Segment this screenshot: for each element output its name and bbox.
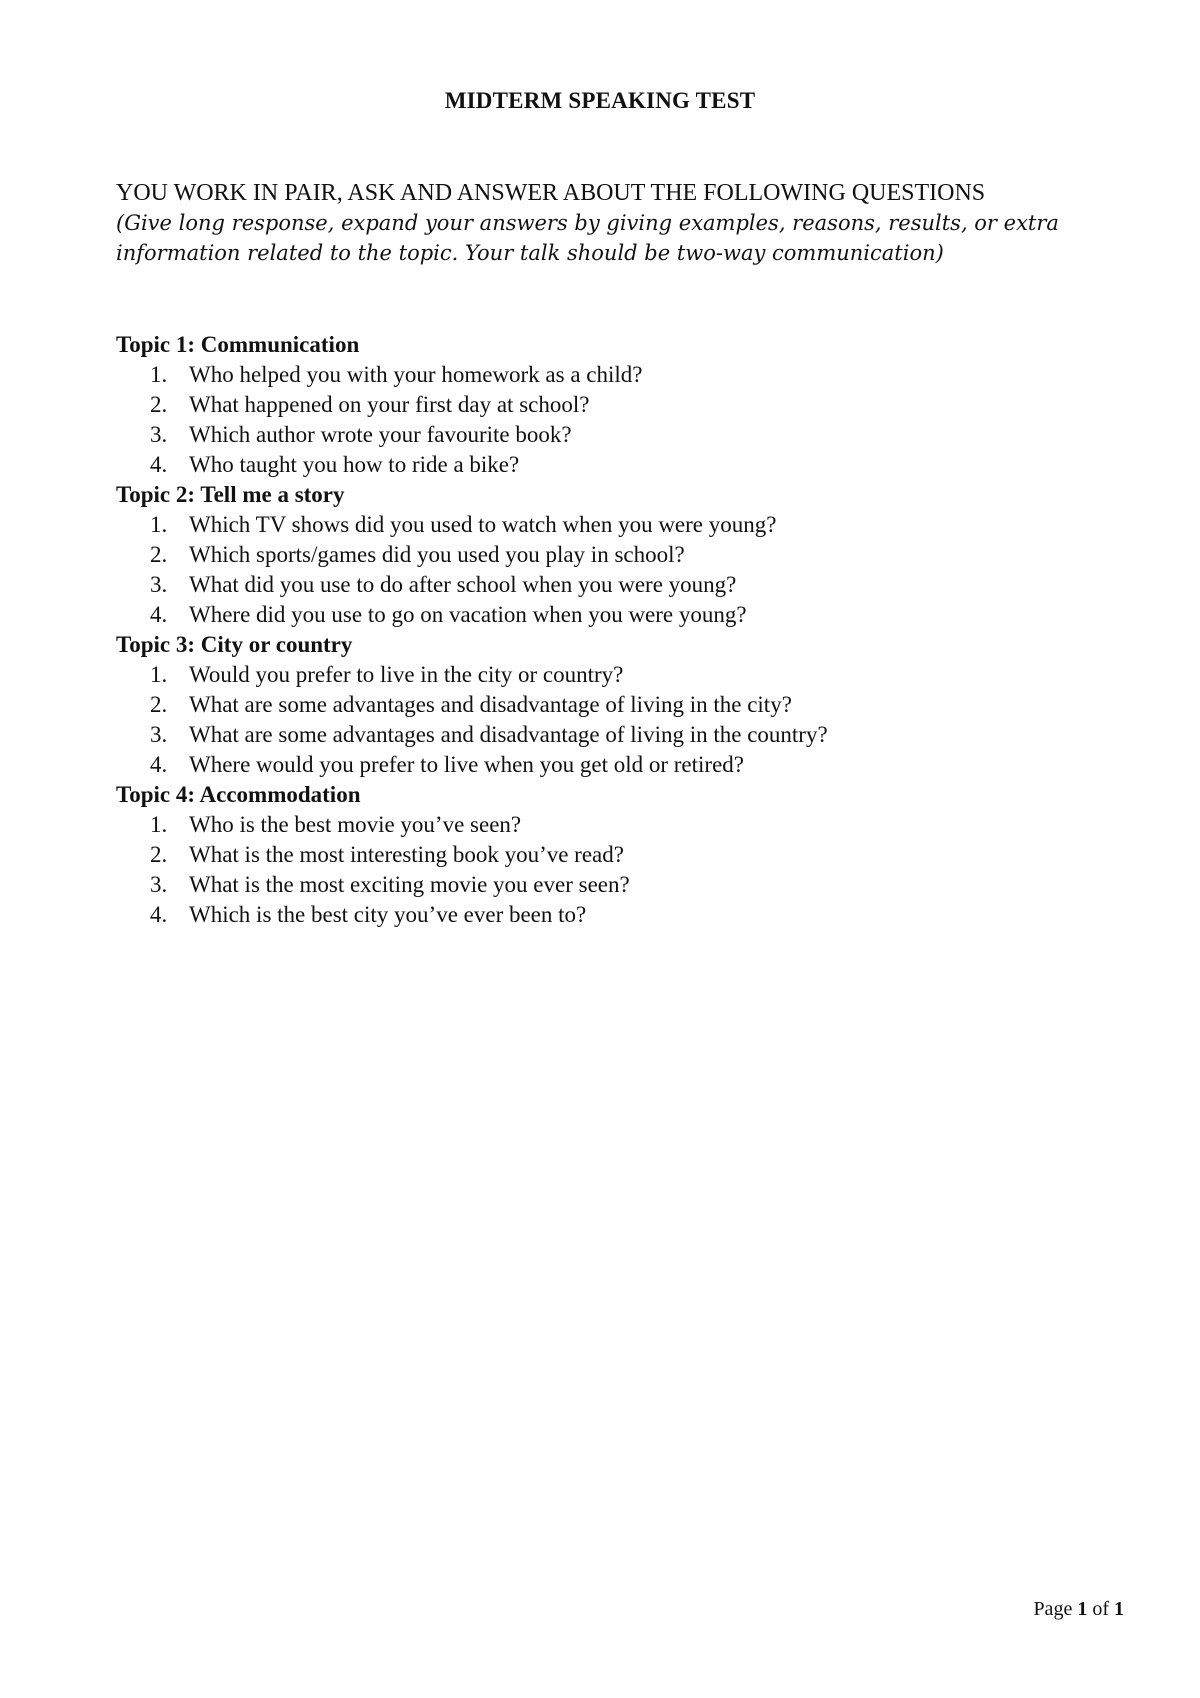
question-item: [116, 540, 1116, 570]
instruction-text: YOU WORK IN PAIR, ASK AND ANSWER ABOUT THE FOLLOWING QUESTIONS: [116, 180, 986, 206]
question-text: Which is the best city you’ve ever been to?: [189, 902, 587, 927]
question-item: [116, 810, 1116, 840]
topic-heading: Topic 1: Communication: [116, 332, 360, 357]
topic-4: [116, 780, 1116, 930]
question-text: What did you use to do after school when you were young?: [189, 572, 737, 597]
topic-heading: Topic 2: Tell me a story: [116, 482, 345, 507]
question-text: What are some advantages and disadvantage of living in the city?: [189, 692, 792, 717]
question-number: 1.: [150, 512, 168, 537]
question-item: [116, 870, 1116, 900]
question-list: [116, 510, 1116, 630]
question-text: Which author wrote your favourite book?: [189, 422, 572, 447]
question-text: Who taught you how to ride a bike?: [189, 452, 520, 477]
question-item: [116, 570, 1116, 600]
question-text: What happened on your first day at school?: [189, 392, 590, 417]
instruction-note-line-2: information related to the topic. Your talk should be two-way communication): [116, 241, 944, 265]
question-text: What is the most exciting movie you ever seen?: [189, 872, 630, 897]
question-number: 2.: [150, 842, 168, 867]
question-item: [116, 420, 1116, 450]
topic-1: [116, 330, 1116, 480]
question-text: Where did you use to go on vacation when you were young?: [189, 602, 747, 627]
question-list: [116, 660, 1116, 780]
question-number: 1.: [150, 662, 168, 687]
of-label: of: [1092, 1598, 1109, 1620]
question-number: 3.: [150, 422, 168, 447]
question-list: [116, 360, 1116, 480]
question-text: Would you prefer to live in the city or country?: [189, 662, 624, 687]
question-number: 2.: [150, 542, 168, 567]
question-number: 1.: [150, 362, 168, 387]
page-title: MIDTERM SPEAKING TEST: [444, 88, 756, 113]
topics-section: [116, 330, 1116, 930]
topic-heading: Topic 3: City or country: [116, 632, 353, 657]
topic-3: [116, 630, 1116, 780]
question-number: 1.: [150, 812, 168, 837]
question-text: What are some advantages and disadvantage of living in the country?: [189, 722, 828, 747]
question-text: Which sports/games did you used you play in school?: [189, 542, 685, 567]
question-text: Who helped you with your homework as a child?: [189, 362, 643, 387]
question-text: Who is the best movie you’ve seen?: [189, 812, 522, 837]
question-number: 2.: [150, 392, 168, 417]
question-item: [116, 660, 1116, 690]
question-item: [116, 720, 1116, 750]
question-number: 2.: [150, 692, 168, 717]
page-label: Page: [1033, 1598, 1073, 1620]
question-item: [116, 450, 1116, 480]
question-text: What is the most interesting book you’ve read?: [189, 842, 624, 867]
question-item: [116, 390, 1116, 420]
question-item: [116, 750, 1116, 780]
question-item: [116, 840, 1116, 870]
question-item: [116, 600, 1116, 630]
current-page-number: 1: [1077, 1598, 1088, 1620]
topic-heading: Topic 4: Accommodation: [116, 782, 361, 807]
question-item: [116, 900, 1116, 930]
question-number: 3.: [150, 722, 168, 747]
question-item: [116, 690, 1116, 720]
question-number: 4.: [150, 602, 168, 627]
topic-2: [116, 480, 1116, 630]
question-number: 4.: [150, 452, 168, 477]
question-item: [116, 360, 1116, 390]
question-number: 3.: [150, 572, 168, 597]
question-list: [116, 810, 1116, 930]
total-pages-number: 1: [1114, 1598, 1124, 1620]
question-number: 4.: [150, 752, 168, 777]
question-number: 4.: [150, 902, 168, 927]
question-text: Which TV shows did you used to watch when you were young?: [189, 512, 777, 537]
question-item: [116, 510, 1116, 540]
instructions-block: [116, 178, 1076, 268]
question-number: 3.: [150, 872, 168, 897]
instruction-note-line-1: (Give long response, expand your answers by giving examples, reasons, results, or extra: [116, 211, 1059, 235]
page-footer: [1033, 1598, 1124, 1621]
question-text: Where would you prefer to live when you get old or retired?: [189, 752, 744, 777]
